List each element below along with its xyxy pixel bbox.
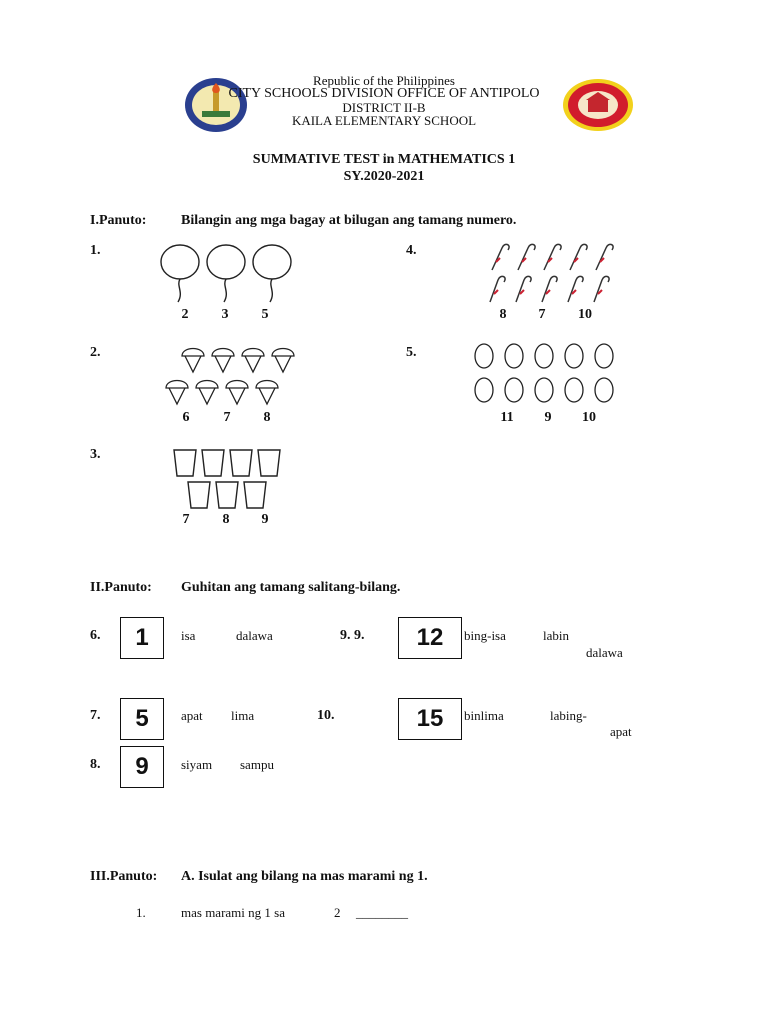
part2-label: II.Panuto: <box>90 580 152 595</box>
item-2-options <box>172 410 280 426</box>
option[interactable]: 2 <box>181 307 189 322</box>
candy-canes-picture <box>484 240 622 306</box>
number-box: 15 <box>398 698 462 740</box>
option[interactable]: 5 <box>261 307 269 322</box>
option[interactable]: 6 <box>182 410 190 425</box>
part3-instruction: A. Isulat ang bilang na mas marami ng 1. <box>181 869 428 884</box>
ice-cream-picture <box>160 344 300 408</box>
number-box: 1 <box>120 617 164 659</box>
option[interactable]: 7 <box>223 410 231 425</box>
option[interactable]: 9 <box>261 512 269 527</box>
item-5-options <box>494 410 602 426</box>
part3-item-value: 2 <box>334 905 341 920</box>
item-3-number: 3. <box>90 447 101 462</box>
item-1-options <box>170 307 280 323</box>
option[interactable]: 7 <box>538 307 546 322</box>
balloons-picture <box>158 242 296 304</box>
part3-item-text: mas marami ng 1 sa <box>181 905 285 920</box>
word-option[interactable]: bing-isa <box>464 628 506 643</box>
option[interactable]: 3 <box>221 307 229 322</box>
word-option[interactable]: labin <box>543 628 569 643</box>
word-option[interactable]: apat <box>181 708 203 723</box>
item-6-number: 6. <box>90 628 101 643</box>
word-option[interactable]: isa <box>181 628 196 643</box>
cups-picture <box>172 446 286 512</box>
item-3-options <box>172 512 278 528</box>
word-option[interactable]: siyam <box>181 757 213 772</box>
number-box: 12 <box>398 617 462 659</box>
word-option[interactable]: dalawa <box>586 645 623 660</box>
option[interactable]: 10 <box>578 307 592 322</box>
option[interactable]: 11 <box>500 410 514 425</box>
option[interactable]: 8 <box>263 410 271 425</box>
part2-instruction: Guhitan ang tamang salitang-bilang. <box>181 580 401 595</box>
header-school: KAILA ELEMENTARY SCHOOL <box>291 113 477 128</box>
part1-label: I.Panuto: <box>90 213 147 228</box>
test-title: SUMMATIVE TEST in MATHEMATICS 1 <box>252 152 516 167</box>
option[interactable]: 8 <box>499 307 507 322</box>
option[interactable]: 7 <box>182 512 190 527</box>
part3-label: III.Panuto: <box>90 869 158 884</box>
item-4-number: 4. <box>406 243 417 258</box>
header-division: CITY SCHOOLS DIVISION OFFICE OF ANTIPOLO <box>228 86 540 101</box>
number-box: 5 <box>120 698 164 740</box>
item-1-number: 1. <box>90 243 101 258</box>
part3-item-number: 1. <box>136 905 146 920</box>
mangoes-picture <box>470 342 618 406</box>
part1-instruction: Bilangin ang mga bagay at bilugan ang tamang numero. <box>181 213 517 228</box>
answer-blank[interactable]: ________ <box>356 905 408 920</box>
word-option[interactable]: lima <box>231 708 255 723</box>
item-8-number: 8. <box>90 757 101 772</box>
number-box: 9 <box>120 746 164 788</box>
word-option[interactable]: dalawa <box>236 628 273 643</box>
option[interactable]: 9 <box>544 410 552 425</box>
word-option[interactable]: sampu <box>240 757 274 772</box>
word-option[interactable]: binlima <box>464 708 504 723</box>
word-option[interactable]: apat <box>610 724 632 739</box>
item-9-number: 9. 9. <box>340 628 365 643</box>
item-10-number: 10. <box>317 708 335 723</box>
option[interactable]: 8 <box>222 512 230 527</box>
item-4-options <box>490 307 602 323</box>
word-option[interactable]: labing- <box>550 708 587 723</box>
header-district: DISTRICT II-B <box>342 100 426 115</box>
item-7-number: 7. <box>90 708 101 723</box>
school-year: SY.2020-2021 <box>343 169 425 184</box>
item-5-number: 5. <box>406 345 417 360</box>
item-2-number: 2. <box>90 345 101 360</box>
option[interactable]: 10 <box>582 410 596 425</box>
header-republic: Republic of the Philippines <box>313 73 455 88</box>
